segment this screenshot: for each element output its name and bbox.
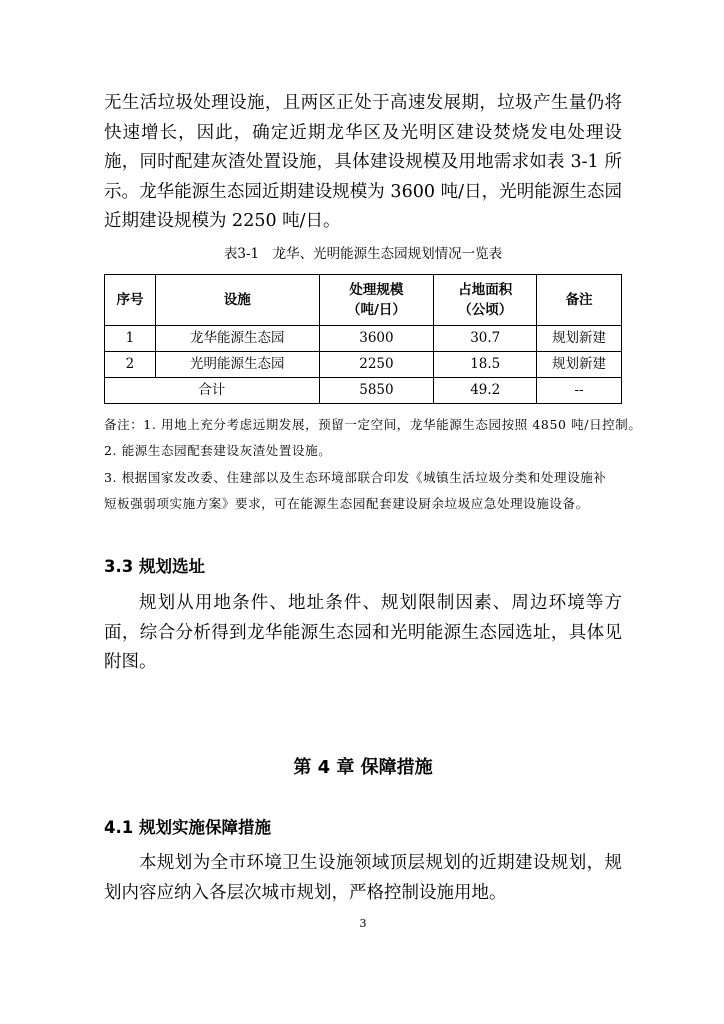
cell-area: 18.5 [434,352,537,378]
cell-facility: 龙华能源生态园 [155,326,319,352]
cell-seq: 2 [105,352,156,378]
cell-facility: 光明能源生态园 [155,352,319,378]
note-line: 备注：1. 用地上充分考虑远期发展，预留一定空间，龙华能源生态园按照 4850 吨/日控制。 [104,417,642,432]
header-capacity-line1: 处理规模 [349,282,404,298]
cell-capacity: 2250 [319,352,434,378]
header-remark: 备注 [537,275,622,326]
cell-remark: 规划新建 [537,352,622,378]
cell-capacity: 3600 [319,326,434,352]
cell-remark: 规划新建 [537,326,622,352]
paragraph-intro: 无生活垃圾处理设施，且两区正处于高速发展期，垃圾产生量仍将快速增长，因此，确定近期龙华区及光明区建设焚烧发电处理设施，同时配建灰渣处置设施，具体建设规模及用地需求如表 3-1 所示。龙华能源生态园近期建设规模为 3600 吨/日，光明能源生态园近期建设规模为 2250 吨/日。 [104,93,622,232]
table-total-row [105,378,622,404]
table-notes [104,412,642,518]
facility-planning-table [104,274,622,404]
cell-total-capacity: 5850 [319,378,434,404]
cell-total-label: 合计 [105,378,320,404]
chapter-title: 第 4 章 保障措施 [293,757,433,778]
note-line: 3. 根据国家发改委、住建部以及生态环境部联合印发《城镇生活垃圾分类和处理设施补 [104,469,607,485]
table-row [105,352,622,378]
header-area [434,275,537,326]
table-header-row [105,275,622,326]
note-line: 2. 能源生态园配套建设灰渣处置设施。 [104,443,332,459]
paragraph-site-selection: 规划从用地条件、地址条件、规划限制因素、周边环境等方面，综合分析得到龙华能源生态园和光明能源生态园选址，具体见附图。 [104,593,622,673]
cell-total-remark: -- [537,378,622,404]
note-line: 短板强弱项实施方案》要求，可在能源生态园配套建设厨余垃圾应急处理设施设备。 [104,496,589,512]
header-capacity-line2: （吨/日） [346,302,406,318]
table-row [105,326,622,352]
cell-seq: 1 [105,326,156,352]
cell-area: 30.7 [434,326,537,352]
paragraph-safeguard: 本规划为全市环境卫生设施领域顶层规划的近期建设规划，规划内容应纳入各层次城市规划，严格控制设施用地。 [104,853,622,903]
header-facility: 设施 [155,275,319,326]
cell-total-area: 49.2 [434,378,537,404]
page-number: 3 [359,917,367,930]
section-heading-3-3: 3.3 规划选址 [104,557,205,576]
header-seq: 序号 [105,275,156,326]
header-area-line2: （公顷） [458,302,513,318]
header-area-line1: 占地面积 [458,282,513,298]
header-capacity [319,275,434,326]
section-heading-4-1: 4.1 规划实施保障措施 [104,818,271,837]
table-caption: 表3-1 龙华、光明能源生态园规划情况一览表 [223,246,503,262]
